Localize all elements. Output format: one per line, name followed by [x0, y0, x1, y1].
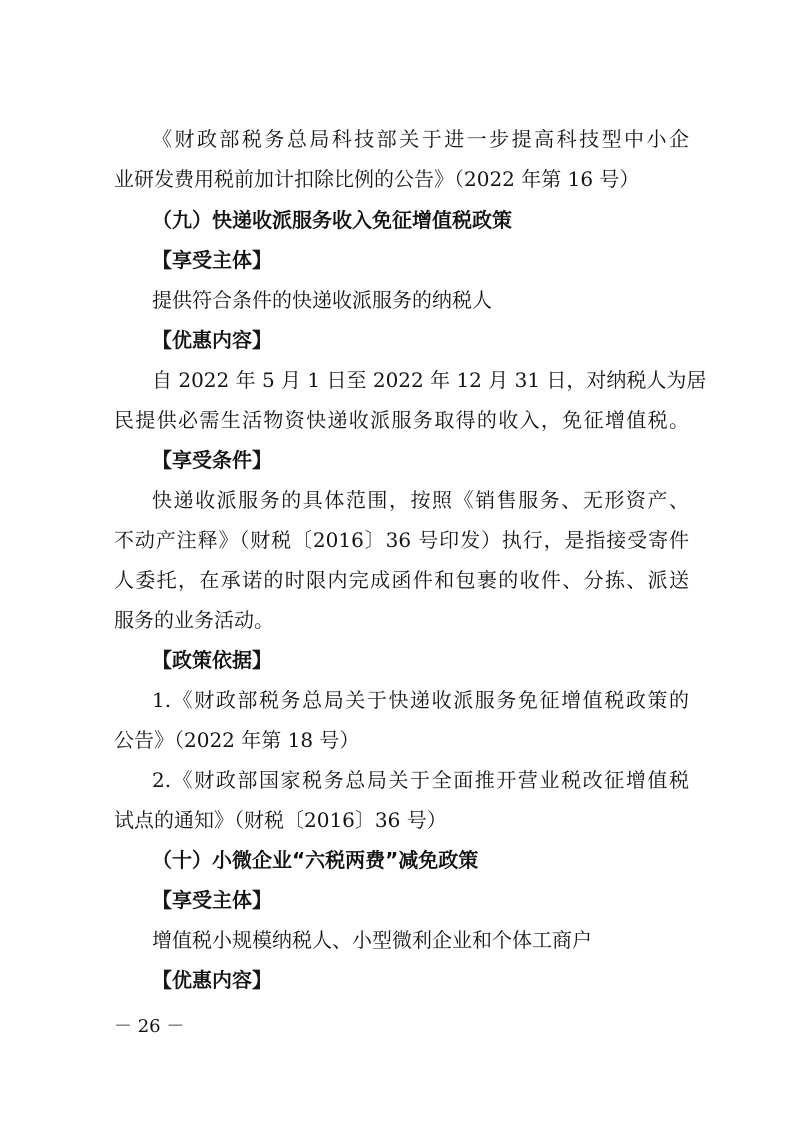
text-line: 试点的通知》（财税〔2016〕36 号） [114, 808, 447, 832]
subsection-heading: 【享受条件】 [152, 448, 272, 472]
text-line: 公告》（2022 年第 18 号） [114, 728, 360, 752]
subsection-heading: 【享受主体】 [152, 248, 272, 272]
text-line: 1.《财政部税务总局关于快递收派服务免征增值税政策的 [152, 688, 689, 712]
section-heading: （九）快递收派服务收入免征增值税政策 [152, 208, 512, 232]
text-line: 服务的业务活动。 [114, 608, 274, 632]
text-line: 提供符合条件的快递收派服务的纳税人 [152, 288, 492, 312]
text-line: 自 2022 年 5 月 1 日至 2022 年 12 月 31 日，对纳税人为居 [152, 368, 707, 392]
text-line: 民提供必需生活物资快递收派服务取得的收入，免征增值税。 [114, 408, 689, 432]
text-line: 业研发费用税前加计扣除比例的公告》（2022 年第 16 号） [114, 167, 640, 191]
subsection-heading: 【优惠内容】 [152, 328, 272, 352]
text-line: 快递收派服务的具体范围，按照《销售服务、无形资产、 [152, 488, 689, 512]
subsection-heading: 【享受主体】 [152, 888, 272, 912]
subsection-heading: 【政策依据】 [152, 648, 272, 672]
page-number: － 26 － [114, 1016, 185, 1037]
text-line: 2.《财政部国家税务总局关于全面推开营业税改征增值税 [152, 768, 689, 792]
text-line: 不动产注释》（财税〔2016〕36 号印发）执行，是指接受寄件 [114, 528, 689, 552]
subsection-heading: 【优惠内容】 [152, 968, 272, 992]
section-heading: （十）小微企业“六税两费”减免政策 [152, 848, 479, 872]
text-line: 人委托，在承诺的时限内完成函件和包裹的收件、分拣、派送 [114, 568, 689, 592]
text-line: 增值税小规模纳税人、小型微利企业和个体工商户 [152, 928, 592, 952]
text-line: 《财政部税务总局科技部关于进一步提高科技型中小企 [152, 127, 689, 151]
